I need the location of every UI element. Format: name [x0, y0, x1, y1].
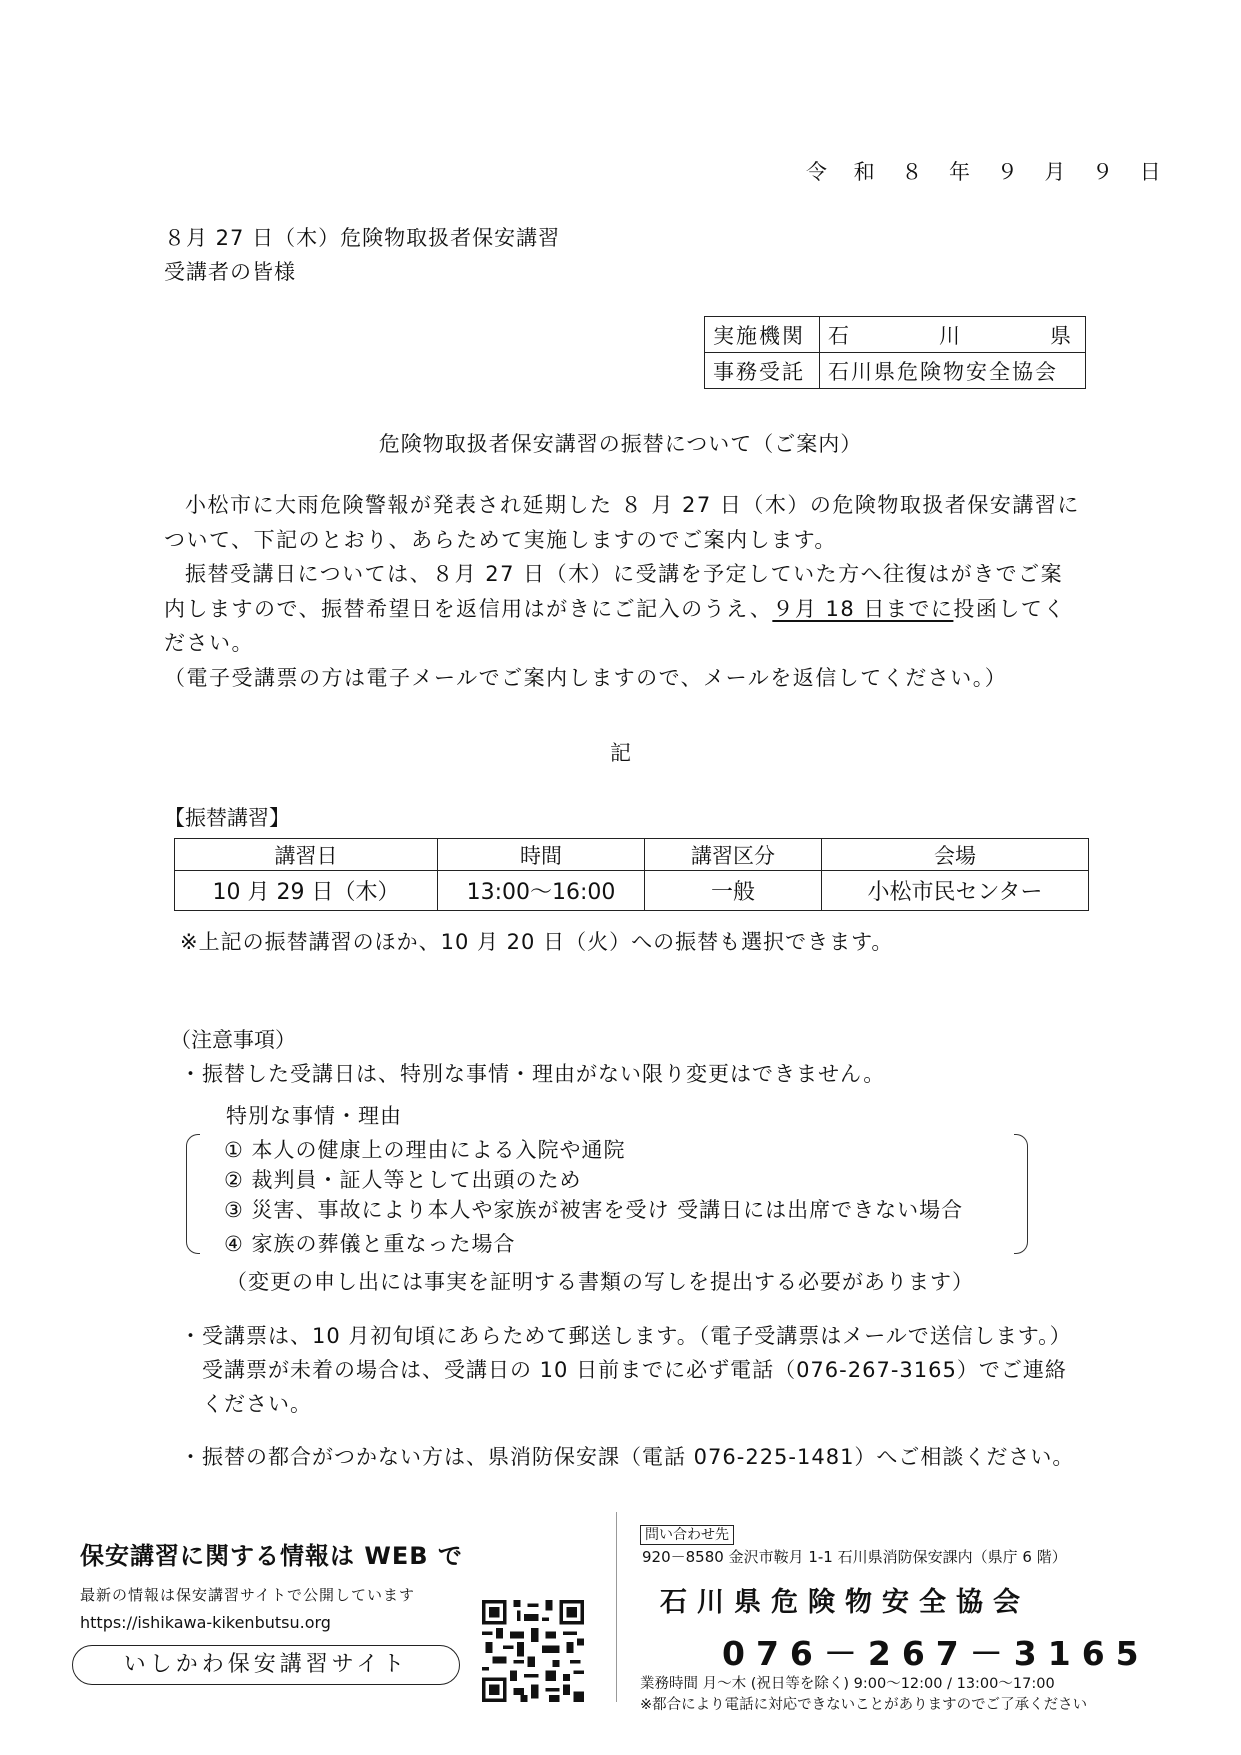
organizer-value-char: 県 [1050, 323, 1071, 348]
body-p3: （電子受講票の方は電子メールでご案内しますので、メールを返信してください。） [164, 665, 1008, 690]
schedule-cell-time: 13:00～16:00 [438, 871, 645, 911]
reason-item: ② 裁判員・証人等として出頭のため [224, 1168, 582, 1192]
ki-heading: 記 [610, 741, 631, 765]
schedule-header: 講習区分 [645, 839, 822, 871]
right-bracket [1014, 1134, 1028, 1254]
schedule-cell-venue: 小松市民センター [822, 871, 1089, 911]
deadline-text: ９月 18 日までに [772, 596, 954, 621]
document-subject: 危険物取扱者保安講習の振替について（ご案内） [378, 432, 863, 456]
schedule-header: 講習日 [175, 839, 438, 871]
site-button[interactable]: いしかわ保安講習サイト [72, 1645, 460, 1685]
schedule-header-row [175, 839, 1089, 871]
inquiry-organization: 石川県危険物安全協会 [660, 1587, 1030, 1618]
caution-item: ・受講票は、10 月初旬頃にあらためて郵送します。（電子受講票はメールで送信します。） [180, 1324, 1072, 1348]
caution-item-cont: ください。 [202, 1392, 312, 1416]
schedule-note: ※上記の振替講習のほか、10 月 20 日（火）への振替も選択できます。 [180, 930, 894, 954]
web-info-subtitle: 最新の情報は保安講習サイトで公開しています [80, 1586, 415, 1604]
business-hours: 業務時間 月～木 (祝日等を除く) 9:00～12:00 / 13:00～17:00 [640, 1676, 1055, 1692]
body-p1: 小松市に大雨危険警報が発表され延期した ８ 月 27 日（木）の危険物取扱者保安講習について、下記のとおり、あらためて実施しますのでご案内します。 [164, 493, 1080, 552]
addressee-line2: 受講者の皆様 [164, 260, 296, 284]
inquiry-label: 問い合わせ先 [640, 1525, 734, 1545]
organizer-row [705, 317, 1086, 353]
site-url-link[interactable]: https://ishikawa-kikenbutsu.org [80, 1613, 331, 1632]
body-p2-before: 振替受講日については、８月 27 日（木）に受講を予定していた方へ往復はがきでご案内しますので、振替希望日を返信用はがきにご記入のうえ、 [164, 562, 1064, 621]
body-paragraph [164, 661, 1084, 696]
organizer-row [705, 353, 1086, 389]
schedule-header: 会場 [822, 839, 1089, 871]
organizer-value-char: 川 [939, 323, 960, 348]
reason-item: ④ 家族の葬儀と重なった場合 [224, 1232, 516, 1256]
addressee-line1: ８月 27 日（木）危険物取扱者保安講習 [164, 226, 561, 250]
footer-divider [616, 1512, 617, 1702]
schedule-section-title: 【振替講習】 [164, 806, 290, 830]
inquiry-phone[interactable]: 076－267－3165 [722, 1634, 1150, 1673]
web-info-title: 保安講習に関する情報は WEB で [80, 1542, 463, 1570]
caution-item-cont: 受講票が未着の場合は、受講日の 10 日前までに必ず電話（076-267-3165）でご連絡 [202, 1358, 1067, 1382]
schedule-table [174, 838, 1089, 911]
organizer-key: 実施機関 [705, 317, 820, 353]
body-paragraph [164, 488, 1084, 557]
schedule-cell-date: 10 月 29 日（木） [175, 871, 438, 911]
reasons-note: （変更の申し出には事実を証明する書類の写しを提出する必要があります） [226, 1270, 974, 1294]
inquiry-address: 920－8580 金沢市鞍月 1-1 石川県消防保安課内（県庁 6 階） [642, 1548, 1067, 1566]
document-date: 令 和 ８ 年 ９ 月 ９ 日 [806, 160, 1171, 184]
organizer-value [820, 317, 1086, 353]
reasons-title: 特別な事情・理由 [226, 1104, 402, 1128]
caution-item: ・振替した受講日は、特別な事情・理由がない限り変更はできません。 [180, 1062, 886, 1086]
body-p2-after: 投函してください。 [164, 596, 1066, 655]
schedule-header: 時間 [438, 839, 645, 871]
qr-code-icon[interactable] [482, 1600, 584, 1702]
organizer-value-char: 石 [828, 323, 849, 348]
reason-item: ③ 災害、事故により本人や家族が被害を受け 受講日には出席できない場合 [224, 1198, 964, 1222]
schedule-row [175, 871, 1089, 911]
left-bracket [186, 1134, 200, 1254]
caution-item: ・振替の都合がつかない方は、県消防保安課（電話 076-225-1481）へご相談ください。 [180, 1445, 1075, 1469]
body-text [164, 488, 1084, 695]
organizer-key: 事務受託 [705, 353, 820, 389]
schedule-cell-category: 一般 [645, 871, 822, 911]
body-paragraph [164, 557, 1084, 661]
organizer-table [704, 316, 1086, 389]
phone-warning: ※都合により電話に対応できないことがありますのでご了承ください [640, 1697, 1088, 1713]
organizer-value: 石川県危険物安全協会 [820, 353, 1086, 389]
reason-item: ① 本人の健康上の理由による入院や通院 [224, 1138, 626, 1162]
caution-title: （注意事項） [170, 1028, 296, 1052]
